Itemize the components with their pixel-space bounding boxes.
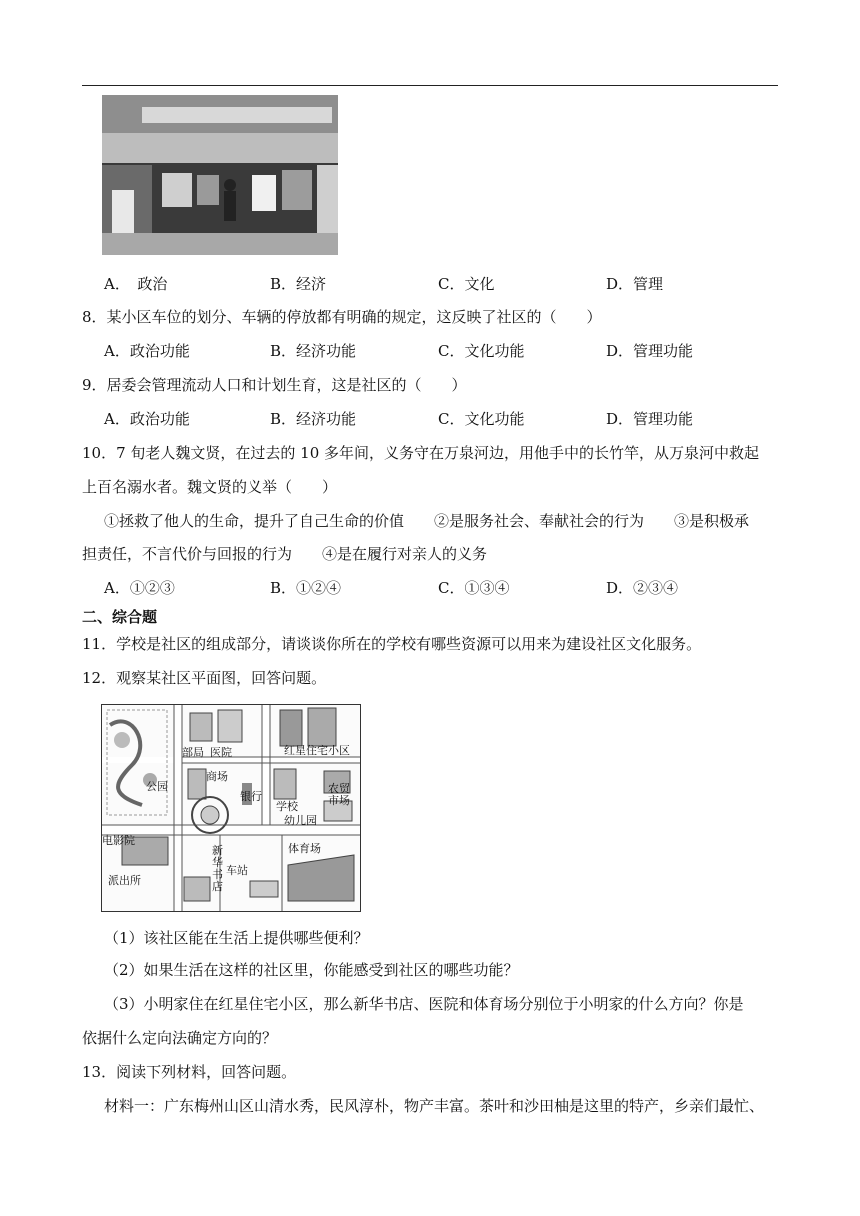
map-label-cinema: 电影院 [102, 834, 135, 847]
map-label-park: 公园 [146, 780, 168, 793]
map-label-police: 派出所 [108, 874, 141, 887]
q7-option-b: B．经济 [270, 275, 327, 293]
q10-option-c: C．①③④ [438, 579, 510, 597]
q10-statements-line2: 担责任，不言代价与回报的行为 ④是在履行对亲人的义务 [82, 545, 488, 563]
q10-stem-line2: 上百名溺水者。魏文贤的义举（ ） [82, 478, 338, 496]
q9-option-c: C．文化功能 [438, 410, 525, 428]
map-label-bureau: 部局 [182, 746, 204, 759]
q12-sub1: （1）该社区能在生活上提供哪些便利？ [104, 929, 369, 947]
map-label-market: 农贸市场 [328, 782, 350, 807]
q9-option-d: D．管理功能 [606, 410, 694, 428]
q8-option-a: A．政治功能 [104, 342, 190, 360]
map-label-kindergarten: 幼儿园 [284, 814, 317, 827]
map-label-stadium: 体育场 [288, 842, 321, 855]
map-label-school: 学校 [276, 800, 298, 813]
q8-option-d: D．管理功能 [606, 342, 694, 360]
section-heading: 二、综合题 [82, 608, 158, 626]
q12-sub3-line1: （3）小明家住在红星住宅小区，那么新华书店、医院和体育场分别位于小明家的什么方向？你是 [104, 995, 744, 1013]
map-label-bank: 银行 [240, 790, 262, 803]
q7-option-c: C．文化 [438, 275, 495, 293]
map-label-mall: 商场 [206, 770, 228, 783]
q9-option-a: A．政治功能 [104, 410, 190, 428]
community-map [101, 704, 361, 912]
q10-option-b: B．①②④ [270, 579, 342, 597]
q9-stem: 9．居委会管理流动人口和计划生育，这是社区的（ ） [82, 376, 467, 394]
q8-option-b: B．经济功能 [270, 342, 357, 360]
q11-stem: 11．学校是社区的组成部分，请谈谈你所在的学校有哪些资源可以用来为建设社区文化服务。 [82, 635, 702, 653]
q13-material1: 材料一：广东梅州山区山清水秀，民风淳朴，物产丰富。茶叶和沙田柚是这里的特产，乡亲们最忙、 [104, 1097, 765, 1115]
map-label-hongxing: 红星住宅小区 [284, 744, 350, 757]
q10-stem-line1: 10．7 旬老人魏文贤，在过去的 10 多年间，义务守在万泉河边，用他手中的长竹竿，从万泉河中救起 [82, 444, 760, 462]
q12-stem: 12．观察某社区平面图，回答问题。 [82, 669, 327, 687]
q10-statements-line1: ①拯救了他人的生命，提升了自己生命的价值 ②是服务社会、奉献社会的行为 ③是积极承 [104, 512, 750, 530]
map-label-station: 车站 [226, 864, 248, 877]
header-rule [82, 85, 778, 86]
community-office-photo [102, 95, 338, 255]
q10-option-a: A．①②③ [104, 579, 175, 597]
q7-option-d: D．管理 [606, 275, 664, 293]
q10-option-d: D．②③④ [606, 579, 679, 597]
q7-option-a: A． 政治 [104, 275, 168, 293]
map-label-bookstore: 新华书店 [212, 844, 223, 893]
q8-stem: 8．某小区车位的划分、车辆的停放都有明确的规定，这反映了社区的（ ） [82, 308, 602, 326]
map-label-hospital: 医院 [210, 746, 232, 759]
q13-stem: 13．阅读下列材料，回答问题。 [82, 1063, 297, 1081]
q8-option-c: C．文化功能 [438, 342, 525, 360]
q12-sub3-line2: 依据什么定向法确定方向的？ [82, 1029, 278, 1047]
q12-sub2: （2）如果生活在这样的社区里，你能感受到社区的哪些功能？ [104, 961, 519, 979]
q9-option-b: B．经济功能 [270, 410, 357, 428]
